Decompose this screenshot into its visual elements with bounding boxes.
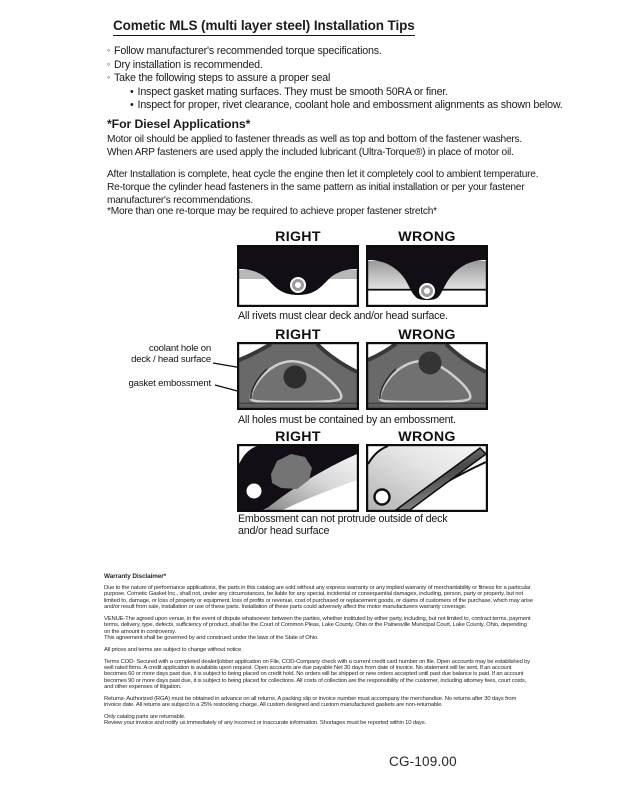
tips-list: [107, 45, 567, 113]
tip-sub-item: • Inspect gasket mating surfaces. They must be smooth 50RA or finer.: [107, 86, 567, 100]
rivet-clearance-right-illustration: [237, 245, 359, 307]
prices-paragraph: All prices and terms are subject to change without notice.: [104, 646, 243, 653]
governing-law-text: This agreement shall be governed by and construed under the laws of the State of Ohio.: [104, 634, 319, 641]
diagram-label-right: RIGHT: [275, 327, 321, 343]
diagram-label-wrong: WRONG: [398, 327, 456, 343]
callout-coolant-hole-label: [95, 344, 211, 365]
diagram-label-right: RIGHT: [275, 429, 321, 445]
catalog-code: CG-109.00: [389, 754, 457, 769]
retorque-note: *More than one re-torque may be required to achieve proper fastener stretch*: [107, 206, 437, 217]
embossment-containment-wrong-illustration: [366, 342, 488, 410]
legal-section: [104, 573, 534, 732]
tip-sub-item: • Inspect for proper, rivet clearance, coolant hole and embossment alignments as shown below.: [107, 99, 567, 113]
diagram-label-wrong: WRONG: [398, 229, 456, 245]
embossment-protrusion-caption: and/or head surface: [238, 525, 330, 537]
rivet-clearance-caption: All rivets must clear deck and/or head surface.: [238, 310, 448, 322]
warranty-paragraph: Due to the nature of performance applications, the parts in this catalog are sold without any express warranty or any implied warranty of merchantability or fitness for a particular purpose. Cometic Gasket Inc., shall not, under any circumstances, be liable for any special, incidental or consequential damages, including, person, party or property, but not limited to, damage, or loss of property or equipment, loss of profits or revenue, cost of purchased or replacement goods, or claims of customers of the purchase, which may arise and/or result from sale, installation or use of these parts. Installation of these parts could adversely affect the motor manufacturers warranty coverage.: [104, 585, 533, 611]
embossment-containment-caption: All holes must be contained by an embossment.: [238, 414, 456, 426]
tip-item: ◦ Follow manufacturer's recommended torque specifications.: [107, 45, 567, 59]
page-title: Cometic MLS (multi layer steel) Installation Tips: [113, 18, 415, 36]
catalog-only-text: Only catalog parts are returnable.: [104, 714, 186, 720]
returnable-paragraph: [104, 714, 534, 727]
tip-item: ◦ Dry installation is recommended.: [107, 59, 567, 73]
tip-item: ◦ Take the following steps to assure a proper seal: [107, 72, 567, 86]
returns-paragraph: Returns- Authorized (RGA) must be obtained in advance on all returns. A packing slip or invoice number must accompany the merchandise. No returns after 30 days from invoice date. All returns are subject to a 25% restocking charge. All custom designed and custom manufactured gaskets are non-returnable.: [104, 695, 517, 709]
callout-gasket-embossment-label: gasket embossment: [128, 378, 211, 389]
diagram-label-right: RIGHT: [275, 229, 321, 245]
venue-text: VENUE-The agreed upon venue, in the event of dispute whatsoever between the parties, whether instituted by either party, including, but not limited to, contract terms, payment terms, delivery, type, defects, sufficiency of product, shall be the Court of Common Pleas, Lake County, Ohio or the Painesville Municipal Court, Lake County, Ohio, depending on the amount in controversy.: [104, 615, 531, 635]
callout-line: coolant hole on: [148, 343, 211, 354]
venue-paragraph: [104, 616, 534, 641]
diesel-paragraph-heat-cycle: After Installation is complete, heat cycle the engine then let it completely cool to ambient temperature. Re-torque the cylinder head fasteners in the same pattern as initial installation or per your fastener manufacturer's recommendations.: [107, 169, 539, 206]
embossment-containment-right-illustration: [237, 342, 359, 410]
terms-paragraph: Terms COD- Secured with a completed dealer/jobber application on File, COD-Company check with a current credit card number on file. Open accounts may be established by well rated firms. A credit application is available upon request. Open accounts are due payable Net 30 days from date of invoice. No statement will be sent. If an account becomes 60 or more days past due, it is subject to being placed on credit hold. No orders will be shipped or new orders accepted until past due balance is paid. If an account becomes 90 or more days past due, it is subject to being placed for collections. All costs of collection are the responsibility of the customer, including attorney fees, court costs, and other expenses of litigation.: [104, 658, 531, 690]
review-invoice-text: Review your invoice and notify us immediately of any incorrect or inaccurate information. Shortages must be reported within 10 days.: [104, 720, 426, 727]
embossment-protrusion-wrong-illustration: [366, 444, 488, 512]
callout-line: deck / head surface: [131, 353, 211, 365]
embossment-protrusion-caption: Embossment can not protrude outside of deck: [238, 513, 448, 525]
rivet-clearance-wrong-illustration: [366, 245, 488, 307]
diagram-label-wrong: WRONG: [398, 429, 456, 445]
diesel-paragraph-oil: Motor oil should be applied to fastener threads as well as top and bottom of the fastener washers. When ARP fasteners are used apply the included lubricant (Ultra-Torque®) in place of motor oil.: [107, 134, 522, 158]
warranty-heading: Warranty Disclaimer*: [104, 573, 167, 580]
embossment-protrusion-right-illustration: [237, 444, 359, 512]
diesel-applications-heading: *For Diesel Applications*: [107, 117, 251, 131]
